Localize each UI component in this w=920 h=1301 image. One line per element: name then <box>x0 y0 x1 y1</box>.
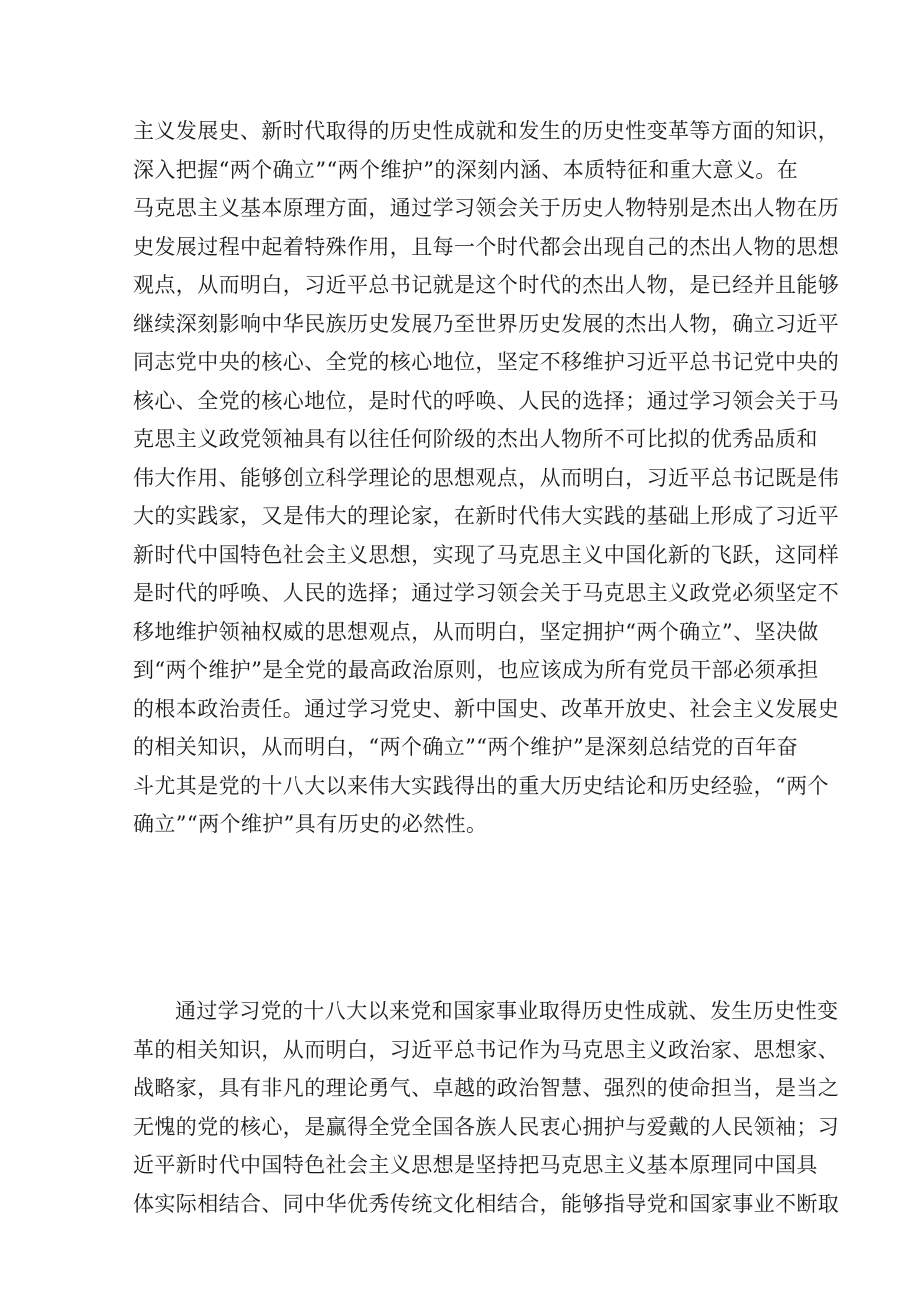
paragraph-line: 主义发展史、新时代取得的历史性成就和发生的历史性变革等方面的知识， <box>133 119 840 143</box>
paragraph-line: 体实际相结合、同中华优秀传统文化相结合，能够指导党和国家事业不断取 <box>133 1191 840 1216</box>
paragraph-line: 新时代中国特色社会主义思想，实现了马克思主义中国化新的飞跃，这同样 <box>133 542 840 567</box>
paragraph-line: 的根本政治责任。通过学习党史、新中国史、改革开放史、社会主义发展史 <box>133 696 840 721</box>
paragraph-line: 深入把握“两个确立”“两个维护”的深刻内涵、本质特征和重大意义。在 <box>133 157 799 182</box>
paragraph-line: 继续深刻影响中华民族历史发展乃至世界历史发展的杰出人物，确立习近平 <box>133 311 840 336</box>
paragraph-line: 史发展过程中起着特殊作用，且每一个时代都会出现自己的杰出人物的思想 <box>133 234 840 259</box>
paragraph-line: 到“两个维护”是全党的最高政治原则，也应该成为所有党员干部必须承担 <box>133 658 819 682</box>
paragraph-line-first: 通过学习党的十八大以来党和国家事业取得历史性成就、发生历史性变 <box>175 999 839 1023</box>
paragraph-line-last: 确立”“两个维护”具有历史的必然性。 <box>133 812 488 836</box>
paragraph-1 <box>133 112 840 844</box>
paragraph-line: 是时代的呼唤、人民的选择；通过学习领会关于马克思主义政党必须坚定不 <box>133 581 840 605</box>
paragraph-line: 的相关知识，从而明白，“两个确立”“两个维护”是深刻总结党的百年奋 <box>133 735 799 759</box>
paragraph-line: 克思主义政党领袖具有以往任何阶级的杰出人物所不可比拟的优秀品质和 <box>133 427 818 451</box>
paragraph-line: 战略家，具有非凡的理论勇气、卓越的政治智慧、强烈的使命担当，是当之 <box>133 1076 840 1100</box>
paragraph-line: 近平新时代中国特色社会主义思想是坚持把马克思主义基本原理同中国具 <box>133 1153 818 1177</box>
paragraph-line: 马克思主义基本原理方面，通过学习领会关于历史人物特别是杰出人物在历 <box>133 196 840 220</box>
paragraph-line: 伟大作用、能够创立科学理论的思想观点，从而明白，习近平总书记既是伟 <box>133 465 840 490</box>
paragraph-line: 同志党中央的核心、全党的核心地位，坚定不移维护习近平总书记党中央的 <box>133 350 840 374</box>
paragraph-line: 大的实践家，又是伟大的理论家，在新时代伟大实践的基础上形成了习近平 <box>133 504 840 528</box>
paragraph-line: 核心、全党的核心地位，是时代的呼唤、人民的选择；通过学习领会关于马 <box>133 388 840 413</box>
paragraph-line: 观点，从而明白，习近平总书记就是这个时代的杰出人物，是已经并且能够 <box>133 273 840 297</box>
paragraph-line: 革的相关知识，从而明白，习近平总书记作为马克思主义政治家、思想家、 <box>133 1037 840 1062</box>
paragraph-2 <box>133 992 840 1223</box>
paragraph-line: 移地维护领袖权威的思想观点，从而明白，坚定拥护“两个确立”、坚决做 <box>133 619 819 644</box>
paragraph-line: 斗尤其是党的十八大以来伟大实践得出的重大历史结论和历史经验，“两个 <box>133 773 829 798</box>
paragraph-line: 无愧的党的核心，是赢得全党全国各族人民衷心拥护与爱戴的人民领袖；习 <box>133 1114 840 1139</box>
